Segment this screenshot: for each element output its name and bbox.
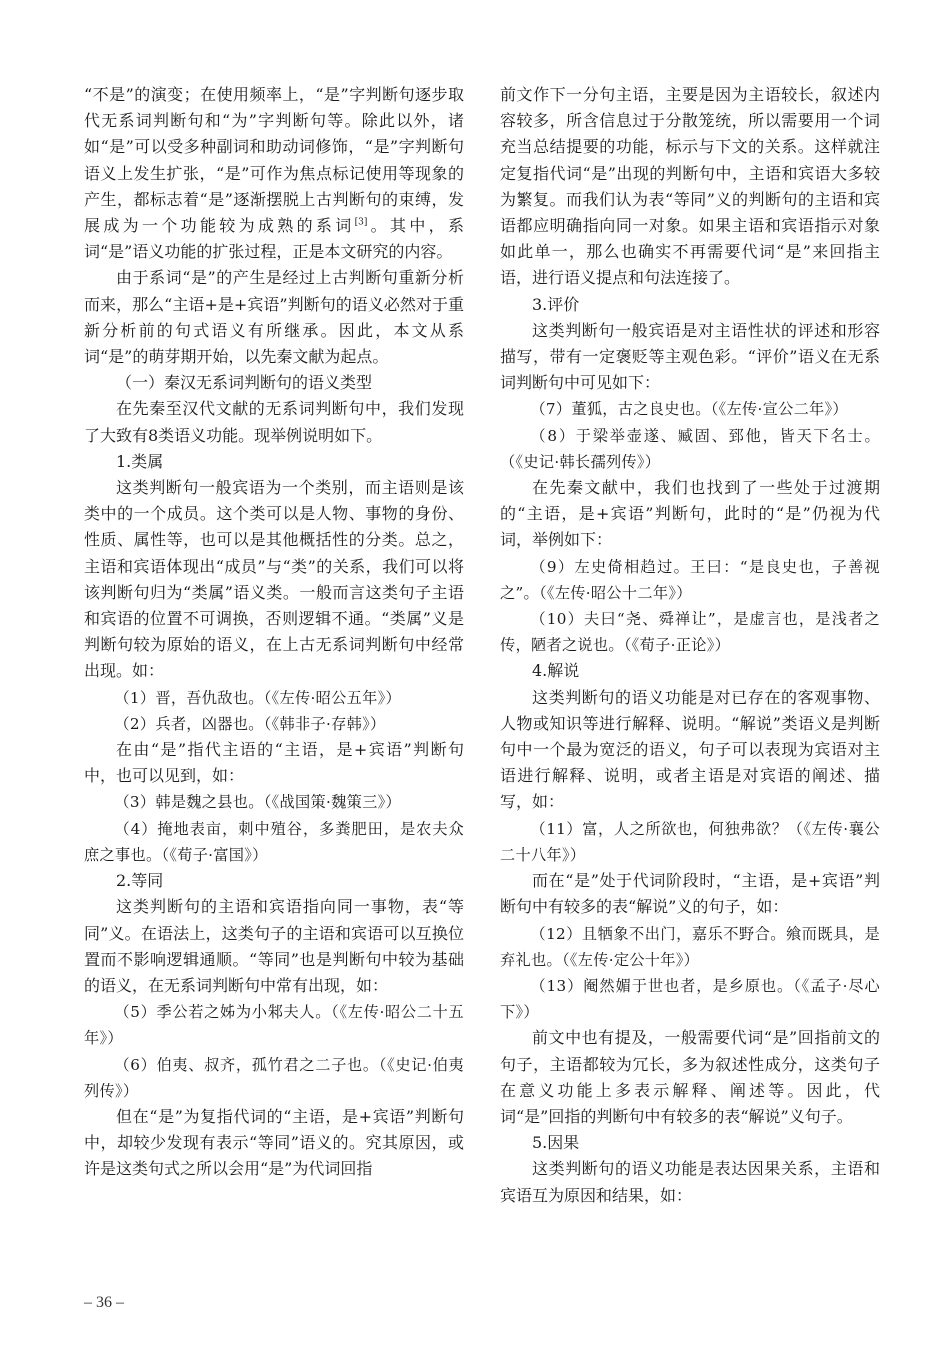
paragraph: 在先秦文献中，我们也找到了一些处于过渡期的“主语，是+宾语”判断句，此时的“是”仍视为代词，举例如下： [500,478,880,550]
paragraph: 这类判断句一般宾语为一个类别，而主语则是该类中的一个成员。这个类可以是人物、事物的身份、性质、属性等，也可以是其他概括性的分类。总之，主语和宾语体现出“成员”与“类”的关系，我们可以将该判断句归为“类属”语义类。一般而言这类句子主语和宾语的位置不可调换，否则逻辑不通。“类属”义是判断句较为原始的语义，在上古无系词判断句中经常出现。如： [84,478,464,681]
example-sentence: （11）富，人之所欲也，何独弗欲？（《左传·襄公二十八年》） [500,819,880,864]
paragraph: “不是”的演变；在使用频率上，“是”字判断句逐步取代无系词判断句和“为”字判断句等。除此以外，诸如“是”可以受多种副词和助动词修饰，“是”字判断句语义上发生扩张，“是”可作为焦点标记使用等现象的产生，都标志着“是”逐渐摆脱上古判断句的束缚，发展成为一个功能较为成熟的系词[3]。其中，系词“是”语义功能的扩张过程，正是本文研究的内容。 [84,85,464,262]
paragraph: 这类判断句的主语和宾语指向同一事物，表“等同”义。在语法上，这类句子的主语和宾语可以互换位置而不影响逻辑通顺。“等同”也是判断句中较为基础的语义，在无系词判断句中常有出现，如： [84,897,464,995]
paragraph: 而在“是”处于代词阶段时，“主语，是+宾语”判断句中有较多的表“解说”义的句子，如： [500,871,880,917]
paragraph: 在先秦至汉代文献的无系词判断句中，我们发现了大致有8类语义功能。现举例说明如下。 [84,399,464,445]
subsection-heading: 5.因果 [532,1133,580,1153]
example-sentence: （12）且牺象不出门，嘉乐不野合。飨而既具，是弃礼也。（《左传·定公十年》） [500,924,880,969]
subsection-heading: 4.解说 [532,661,580,681]
section-heading: （一）秦汉无系词判断句的语义类型 [116,373,373,393]
footnote-ref[interactable]: [3] [354,217,368,228]
paragraph: 这类判断句一般宾语是对主语性状的评述和形容描写，带有一定褒贬等主观色彩。“评价”语义在无系词判断句中可见如下： [500,320,880,393]
example-sentence: （8）于梁举壶遂、臧固、郅他，皆天下名士。（《史记·韩长孺列传》） [500,426,880,471]
subsection-heading: 1.类属 [116,451,164,471]
example-sentence: （2）兵者，凶器也。（《韩非子·存韩》） [114,714,386,733]
page-number: – 36 – [84,1294,124,1311]
example-sentence: （6）伯夷、叔齐，孤竹君之二子也。（《史记·伯夷列传》） [84,1055,464,1100]
paragraph: 这类判断句的语义功能是表达因果关系，主语和宾语互为原因和结果，如： [500,1159,880,1205]
example-sentence: （3）韩是魏之县也。（《战国策·魏策三》） [114,793,401,812]
paragraph: 前文作下一分句主语，主要是因为主语较长，叙述内容较多，所含信息过于分散笼统，所以需要用一个词充当总结提要的功能，标示与下文的关系。这样就注定复指代词“是”出现的判断句中，主语和宾语大多较为繁复。而我们认为表“等同”义的判断句的主语和宾语都应明确指向同一对象。如果主语和宾语指示对象如此单一，那么也确实不再需要代词“是”来回指主语，进行语义提点和句法连接了。 [500,85,880,288]
example-sentence: （1）晋，吾仇敌也。（《左传·昭公五年》） [114,688,401,707]
paragraph: 前文中也有提及，一般需要代词“是”回指前文的句子，主语都较为冗长，多为叙述性成分，这类句子在意义功能上多表示解释、阐述等。因此，代词“是”回指的判断句中有较多的表“解说”义句子。 [500,1028,880,1126]
example-sentence: （9）左史倚相趋过。王曰：“是良史也，子善视之”。（《左传·昭公十二年》） [500,557,880,602]
paragraph: 但在“是”为复指代词的“主语，是+宾语”判断句中，却较少发现有表示“等同”语义的。究其原因，或许是这类句式之所以会用“是”为代词回指 [84,1106,464,1179]
paragraph: 这类判断句的语义功能是对已存在的客观事物、人物或知识等进行解释、说明。“解说”类语义是判断句中一个最为宽泛的语义，句子可以表现为宾语对主语进行解释、说明，或者主语是对宾语的阐述、描写，如： [500,687,880,812]
example-sentence: （7）董狐，古之良史也。（《左传·宣公二年》） [530,400,848,419]
example-sentence: （4）掩地表亩，刺中殖谷，多粪肥田，是农夫众庶之事也。（《荀子·富国》） [84,819,464,864]
example-sentence: （13）阉然媚于世也者，是乡原也。（《孟子·尽心下》） [500,976,880,1022]
right-column [500,82,880,1209]
example-sentence: （5）季公若之姊为小邾夫人。（《左传·昭公二十五年》） [84,1003,464,1048]
left-column [84,82,464,1183]
example-sentence: （10）夫曰“尧、舜禅让”，是虚言也，是浅者之传，陋者之说也。（《荀子·正论》） [500,610,880,655]
subsection-heading: 3.评价 [532,294,580,314]
paragraph: 在由“是”指代主语的“主语，是+宾语”判断句中，也可以见到，如： [84,740,464,786]
paragraph: 由于系词“是”的产生是经过上古判断句重新分析而来，那么“主语+是+宾语”判断句的语义必然对于重新分析前的句式语义有所继承。因此，本文从系词“是”的萌芽期开始，以先秦文献为起点。 [84,268,464,367]
subsection-heading: 2.等同 [116,871,164,891]
